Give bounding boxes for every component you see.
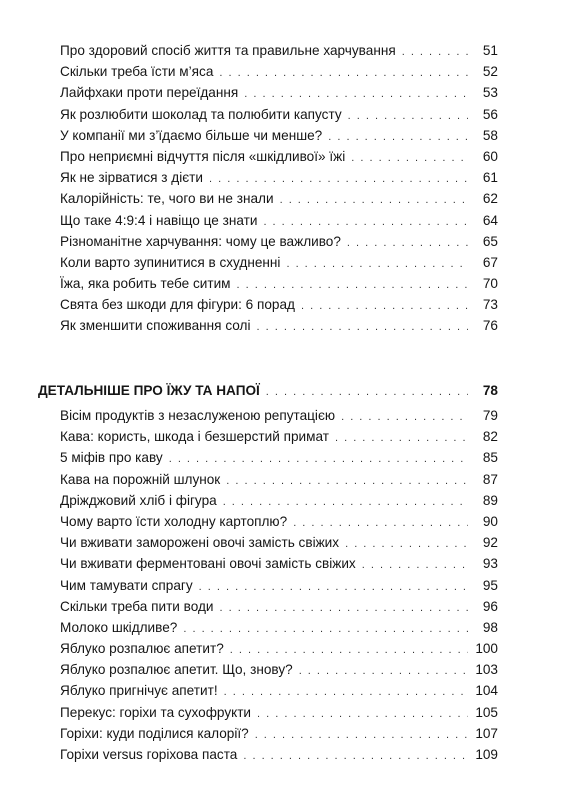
toc-entry-page: 90 bbox=[482, 513, 498, 529]
toc-entry-title: Горіхи: куди поділися калорії? bbox=[60, 725, 249, 741]
toc-entry-page: 89 bbox=[482, 492, 498, 508]
toc-entry-page: 76 bbox=[482, 318, 498, 334]
dot-leader bbox=[266, 382, 468, 403]
section-title: ДЕТАЛЬНІШЕ ПРО ЇЖУ ТА НАПОЇ bbox=[38, 383, 260, 398]
toc-entry-title: Вісім продуктів з незаслуженою репутацією bbox=[60, 408, 336, 423]
toc-entry bbox=[38, 596, 498, 617]
toc-entry-page: 82 bbox=[482, 429, 498, 445]
toc-entry bbox=[38, 167, 498, 188]
dot-leader bbox=[209, 169, 468, 190]
toc-entry bbox=[38, 210, 498, 231]
toc-entry-page: 92 bbox=[482, 535, 498, 551]
dot-leader bbox=[280, 190, 468, 211]
dot-leader bbox=[348, 106, 468, 127]
toc-entry-title: Їжа, яка робить тебе ситим bbox=[60, 276, 231, 292]
toc-entry bbox=[38, 575, 498, 596]
toc-entry-title: Перекус: горіхи та сухофрукти bbox=[60, 704, 252, 720]
dot-leader bbox=[237, 275, 468, 296]
toc-entry-title: Коли варто зупинитися в схудненні bbox=[60, 254, 281, 270]
dot-leader bbox=[169, 449, 468, 470]
dot-leader bbox=[199, 577, 468, 598]
toc-entry bbox=[38, 61, 498, 82]
toc-entry-page: 65 bbox=[482, 233, 498, 249]
toc-entry-title: Калорійність: те, чого ви не знали bbox=[60, 191, 274, 207]
toc-entry bbox=[38, 511, 498, 532]
toc-entry bbox=[38, 294, 498, 315]
dot-leader bbox=[293, 513, 468, 534]
toc-entry bbox=[38, 426, 498, 447]
toc-entry-page: 56 bbox=[482, 106, 498, 122]
dot-leader bbox=[286, 254, 468, 275]
toc-entry bbox=[38, 638, 498, 659]
toc-entry-page: 109 bbox=[475, 747, 498, 762]
dot-leader bbox=[230, 640, 468, 661]
dot-leader bbox=[301, 296, 468, 317]
toc-entry-page: 64 bbox=[482, 212, 498, 228]
toc-entry bbox=[38, 82, 498, 103]
toc-entry-page: 51 bbox=[482, 43, 498, 58]
dot-leader bbox=[255, 725, 468, 746]
toc-entry-title: Дріжджовий хліб і фігура bbox=[60, 492, 217, 508]
dot-leader bbox=[226, 471, 468, 492]
dot-leader bbox=[362, 555, 468, 576]
toc-entry-title: Чи вживати ферментовані овочі замість свіжих bbox=[60, 556, 356, 572]
toc-entry-title: Свята без шкоди для фігури: 6 порад bbox=[60, 297, 295, 313]
toc-entry bbox=[38, 231, 498, 252]
toc-entry-title: Як не зірватися з дієти bbox=[60, 170, 203, 186]
toc-entry-title: Як розлюбити шоколад та полюбити капусту bbox=[60, 106, 342, 122]
dot-leader bbox=[345, 534, 468, 555]
toc-entry-page: 107 bbox=[475, 725, 498, 741]
dot-leader bbox=[224, 682, 468, 703]
toc-entry-title: Яблуко розпалює апетит. Що, знову? bbox=[60, 662, 293, 678]
toc-entry-page: 60 bbox=[482, 148, 498, 164]
toc-entry-page: 73 bbox=[482, 297, 498, 313]
dot-leader bbox=[328, 127, 468, 148]
toc-entry-title: Горіхи versus горіхова паста bbox=[60, 747, 238, 762]
toc-entry-page: 93 bbox=[482, 556, 498, 572]
toc-entry-title: Різноманітне харчування: чому це важливо? bbox=[60, 233, 341, 249]
toc-entry-page: 104 bbox=[475, 683, 498, 699]
dot-leader bbox=[244, 84, 468, 105]
dot-leader bbox=[299, 661, 468, 682]
toc-entry-page: 67 bbox=[482, 254, 498, 270]
toc-entry-title: Чи вживати заморожені овочі замість свіжих bbox=[60, 535, 340, 551]
toc-entry-page: 61 bbox=[482, 170, 498, 186]
dot-leader bbox=[263, 212, 468, 233]
toc-entry-page: 62 bbox=[482, 191, 498, 207]
toc-entry bbox=[38, 723, 498, 744]
toc-entry bbox=[38, 125, 498, 146]
dot-leader bbox=[347, 233, 468, 254]
dot-leader bbox=[256, 317, 468, 338]
dot-leader bbox=[335, 428, 468, 449]
section-heading bbox=[38, 380, 498, 401]
dot-leader bbox=[219, 63, 468, 84]
dot-leader bbox=[257, 704, 468, 725]
toc-entry-page: 103 bbox=[475, 662, 498, 678]
dot-leader bbox=[341, 407, 468, 428]
dot-leader bbox=[402, 42, 468, 63]
dot-leader bbox=[243, 746, 468, 767]
toc-entry-page: 53 bbox=[482, 85, 498, 101]
toc-entry-title: Про здоровий спосіб життя та правильне харчування bbox=[60, 43, 396, 58]
toc-entry-title: Що таке 4:9:4 і навіщо це знати bbox=[60, 212, 258, 228]
toc-entry bbox=[38, 532, 498, 553]
toc-entry bbox=[38, 702, 498, 723]
toc-entry bbox=[38, 469, 498, 490]
dot-leader bbox=[220, 598, 468, 619]
toc-entry-page: 85 bbox=[482, 450, 498, 466]
toc-entry-title: Чому варто їсти холодну картоплю? bbox=[60, 513, 288, 529]
toc-entry-title: Яблуко пригнічує апетит! bbox=[60, 683, 218, 699]
toc-entry-title: Яблуко розпалює апетит? bbox=[60, 641, 224, 657]
toc-entry-title: У компанії ми з’їдаємо більше чи менше? bbox=[60, 127, 323, 143]
toc-entry-page: 70 bbox=[482, 276, 498, 292]
toc-entry bbox=[38, 659, 498, 680]
toc-entry bbox=[38, 40, 498, 61]
toc-entry-title: Лайфхаки проти переїдання bbox=[60, 85, 239, 101]
toc-entry-title: Кава на порожній шлунок bbox=[60, 471, 221, 487]
dot-leader bbox=[223, 492, 468, 513]
toc-entry-title: Як зменшити споживання солі bbox=[60, 318, 251, 334]
section-page: 78 bbox=[482, 383, 498, 398]
toc-entry-page: 105 bbox=[475, 704, 498, 720]
toc-entry bbox=[38, 252, 498, 273]
toc-entry-page: 52 bbox=[482, 64, 498, 80]
toc-list-part1 bbox=[38, 40, 498, 337]
toc-entry bbox=[38, 315, 498, 336]
toc-entry-title: Кава: користь, шкода і безшерстий примат bbox=[60, 429, 329, 445]
dot-leader bbox=[183, 619, 468, 640]
toc-entry bbox=[38, 273, 498, 294]
toc-entry-page: 100 bbox=[475, 641, 498, 657]
toc-entry bbox=[38, 744, 498, 765]
toc-entry-title: 5 міфів про каву bbox=[60, 450, 163, 466]
toc-entry bbox=[38, 680, 498, 701]
toc-entry bbox=[38, 490, 498, 511]
toc-entry-title: Скільки треба пити води bbox=[60, 598, 214, 614]
toc-entry-page: 96 bbox=[482, 598, 498, 614]
toc-entry-title: Чим тамувати спрагу bbox=[60, 577, 193, 593]
toc-entry bbox=[38, 146, 498, 167]
toc-entry bbox=[38, 617, 498, 638]
toc-entry-title: Про неприємні відчуття після «шкідливої» їжі bbox=[60, 148, 346, 164]
toc-entry bbox=[38, 447, 498, 468]
toc-entry-page: 58 bbox=[482, 127, 498, 143]
toc-entry-page: 79 bbox=[482, 408, 498, 423]
toc-list-part2 bbox=[38, 405, 498, 765]
toc-entry bbox=[38, 104, 498, 125]
toc-entry-title: Молоко шкідливе? bbox=[60, 619, 178, 635]
toc-entry-page: 95 bbox=[482, 577, 498, 593]
toc-entry bbox=[38, 405, 498, 426]
toc-entry-page: 98 bbox=[482, 619, 498, 635]
dot-leader bbox=[351, 148, 468, 169]
toc-entry bbox=[38, 553, 498, 574]
toc-entry bbox=[38, 188, 498, 209]
toc-entry-page: 87 bbox=[482, 471, 498, 487]
toc-entry-title: Скільки треба їсти м’яса bbox=[60, 64, 214, 80]
